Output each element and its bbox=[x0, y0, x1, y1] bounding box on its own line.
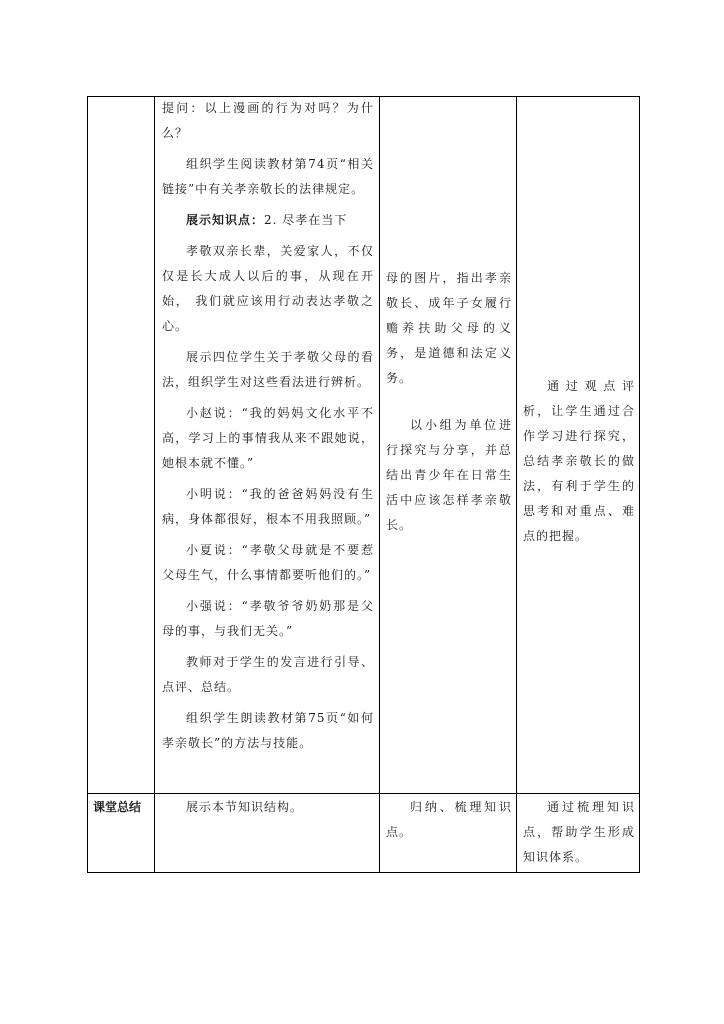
student-activity-cell bbox=[386, 266, 512, 544]
row-label-class-summary bbox=[93, 795, 153, 820]
knowledge-point-label: 展示知识点： bbox=[186, 213, 265, 227]
table-border-col3 bbox=[516, 96, 517, 873]
paragraph: 教师对于学生的发言进行引导、点评、总结。 bbox=[162, 655, 374, 694]
paragraph: 组织学生阅读教材第74页“相关链接”中有关孝亲敬长的法律规定。 bbox=[162, 157, 374, 196]
table-border-col2 bbox=[379, 96, 380, 873]
paragraph: 展示四位学生关于孝敬父母的看法，组织学生对这些看法进行辨析。 bbox=[162, 350, 374, 389]
paragraph: 通过梳理知识点，帮助学生形成知识体系。 bbox=[523, 800, 635, 864]
class-summary-label: 课堂总结 bbox=[93, 800, 142, 814]
paragraph: 展示本节知识结构。 bbox=[186, 800, 304, 814]
design-intent-cell bbox=[523, 374, 635, 555]
table-border-left bbox=[87, 96, 88, 873]
student-quote: 小明说：“我的爸爸妈妈没有生病，身体都很好，根本不用我照顾。” bbox=[162, 487, 374, 526]
paragraph: 归纳、梳理知识点。 bbox=[386, 800, 512, 839]
paragraph: 通过观点评析，让学生通过合作学习进行探究，总结孝亲敬长的做法，有利于学生的思考和对重点、难点的把握。 bbox=[523, 379, 635, 543]
question-text: 提问：以上漫画的行为对吗？为什么？ bbox=[162, 101, 374, 140]
summary-intent-cell bbox=[523, 795, 635, 876]
teacher-activity-cell bbox=[162, 96, 374, 762]
paragraph: 孝敬双亲长辈，关爱家人，不仅仅是长大成人以后的事，从现在开始， 我们就应该用行动表达孝敬之心。 bbox=[162, 244, 374, 333]
student-quote: 小赵说：“我的妈妈文化水平不高，学习上的事情我从来不跟她说，她根本就不懂。” bbox=[162, 406, 374, 470]
summary-student-cell bbox=[386, 795, 512, 851]
knowledge-point-title: 2. 尽孝在当下 bbox=[264, 213, 348, 227]
student-quote: 小夏说：“孝敬父母就是不要惹父母生气，什么事情都要听他们的。” bbox=[162, 543, 374, 582]
table-row-divider bbox=[87, 793, 640, 794]
table-border-col1 bbox=[154, 96, 155, 873]
summary-teacher-cell bbox=[162, 795, 374, 826]
paragraph: 母的图片，指出孝亲敬长、成年子女履行赡养扶助父母的义务，是道德和法定义务。 bbox=[386, 271, 512, 385]
table-border-right bbox=[639, 96, 640, 873]
paragraph: 组织学生朗读教材第75页“如何孝亲敬长”的方法与技能。 bbox=[162, 711, 374, 750]
paragraph: 以小组为单位进行探究与分享，并总结出青少年在日常生活中应该怎样孝亲敬长。 bbox=[386, 418, 512, 532]
student-quote: 小强说：“孝敬爷爷奶奶那是父母的事，与我们无关。” bbox=[162, 599, 374, 638]
knowledge-point-heading bbox=[162, 208, 374, 233]
